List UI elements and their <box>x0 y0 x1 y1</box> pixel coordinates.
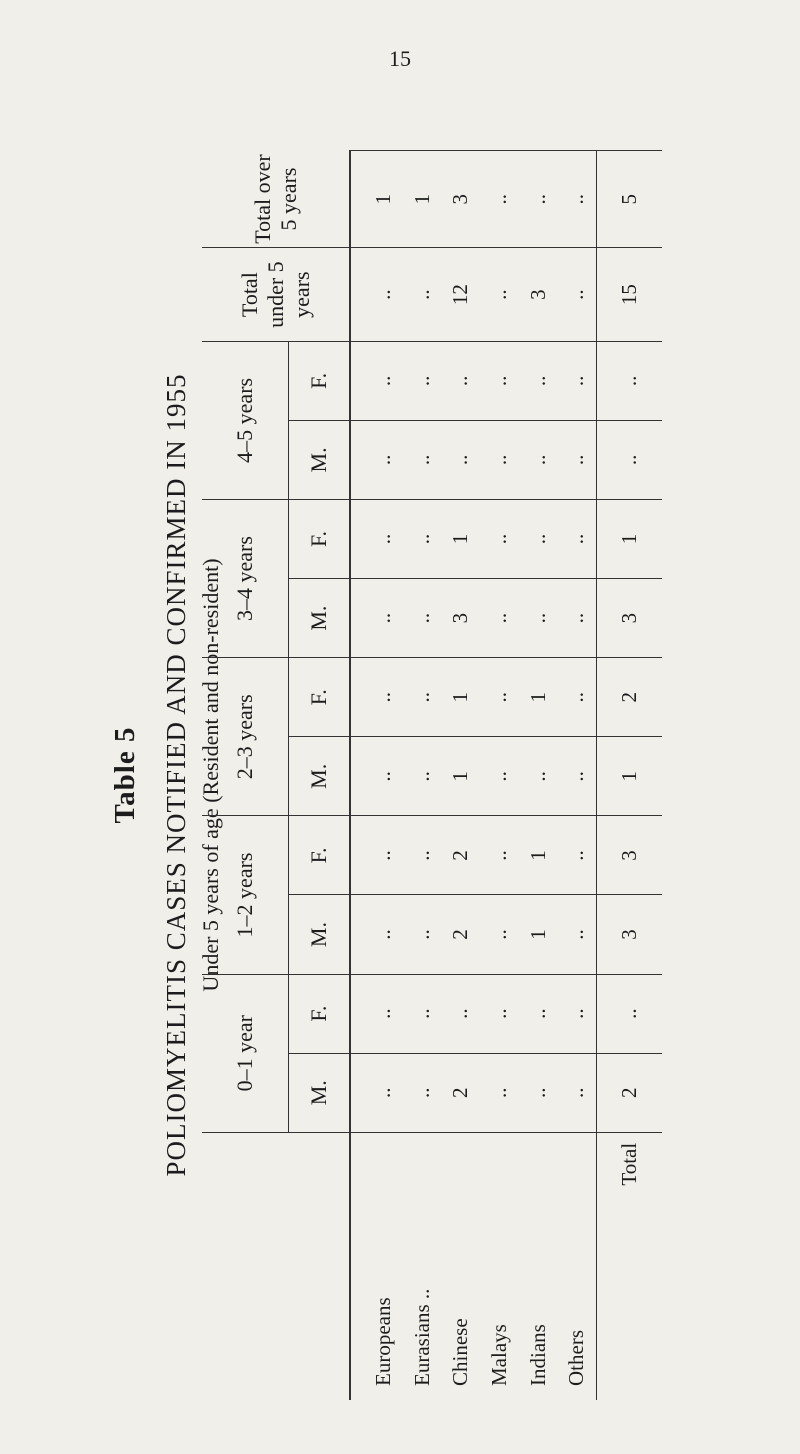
table-row <box>480 151 519 1401</box>
age-group-header: 3–4 years <box>202 499 289 657</box>
age-group-header: 1–2 years <box>202 816 289 974</box>
sex-header-male: M. <box>289 579 351 658</box>
race-header <box>202 1132 350 1400</box>
table-row <box>558 151 597 1401</box>
table-cell: .. <box>519 499 558 578</box>
total-cell: .. <box>597 974 662 1053</box>
table-cell: .. <box>558 151 597 248</box>
table-cell: .. <box>480 816 519 895</box>
race-label: Chinese <box>441 1132 480 1400</box>
table-cell: .. <box>403 341 442 420</box>
table-cell: .. <box>480 499 519 578</box>
table-cell: 3 <box>519 248 558 341</box>
table-cell: .. <box>364 1053 403 1132</box>
table-cell: 3 <box>441 579 480 658</box>
polio-cases-table <box>202 150 662 1400</box>
table-cell: .. <box>364 816 403 895</box>
table-title: POLIOMYELITIS CASES NOTIFIED AND CONFIRMED IN 1955 <box>161 373 191 1177</box>
total-cell: 1 <box>597 499 662 578</box>
race-label: Others <box>558 1132 597 1400</box>
sex-header-female: F. <box>289 974 351 1053</box>
total-cell: .. <box>597 341 662 420</box>
table-cell: .. <box>403 658 442 737</box>
total-row-label: Total <box>597 1132 662 1400</box>
race-label: Malays <box>480 1132 519 1400</box>
total-cell: 15 <box>597 248 662 341</box>
table-row <box>441 151 480 1401</box>
table-cell: .. <box>403 499 442 578</box>
table-cell: .. <box>403 420 442 499</box>
table-cell: .. <box>480 895 519 974</box>
table-cell: .. <box>364 420 403 499</box>
table-cell: 1 <box>364 151 403 248</box>
table-cell: .. <box>441 341 480 420</box>
table-cell: 1 <box>519 658 558 737</box>
total-over-5-header: Total over 5 years <box>202 151 350 248</box>
table-label: Table 5 <box>109 726 141 824</box>
table-cell: .. <box>480 248 519 341</box>
table-cell: .. <box>364 737 403 816</box>
race-label: Indians <box>519 1132 558 1400</box>
table-cell: .. <box>558 1053 597 1132</box>
table-cell: .. <box>364 658 403 737</box>
table-cell: .. <box>403 737 442 816</box>
table-cell: .. <box>364 499 403 578</box>
page-number: 15 <box>389 46 411 71</box>
race-label: Europeans <box>364 1132 403 1400</box>
total-cell: 2 <box>597 1053 662 1132</box>
table-cell: .. <box>558 658 597 737</box>
sex-header-male: M. <box>289 737 351 816</box>
table-cell: .. <box>558 499 597 578</box>
total-cell: 1 <box>597 737 662 816</box>
table-cell: .. <box>558 341 597 420</box>
rotated-table-page <box>70 150 680 1400</box>
sex-header-female: F. <box>289 816 351 895</box>
table-cell: .. <box>558 974 597 1053</box>
total-cell: 2 <box>597 658 662 737</box>
table-cell: 2 <box>441 895 480 974</box>
table-cell: .. <box>558 816 597 895</box>
table-cell: .. <box>403 895 442 974</box>
table-cell: .. <box>403 579 442 658</box>
table-cell: .. <box>480 974 519 1053</box>
table-cell: .. <box>558 248 597 341</box>
table-row <box>519 151 558 1401</box>
table-cell: 2 <box>441 816 480 895</box>
sex-header-female: F. <box>289 499 351 578</box>
age-group-header: 2–3 years <box>202 658 289 816</box>
sex-header-male: M. <box>289 1053 351 1132</box>
total-cell: 3 <box>597 579 662 658</box>
table-cell: 1 <box>441 737 480 816</box>
total-cell: 5 <box>597 151 662 248</box>
spacer-row <box>350 151 364 1401</box>
table-row <box>403 151 442 1401</box>
table-cell: .. <box>364 579 403 658</box>
table-cell: .. <box>519 737 558 816</box>
table-cell: .. <box>558 895 597 974</box>
table-cell: .. <box>480 1053 519 1132</box>
table-cell: .. <box>403 1053 442 1132</box>
total-row <box>597 151 662 1401</box>
table-cell: 3 <box>441 151 480 248</box>
total-cell: .. <box>597 420 662 499</box>
table-cell: .. <box>364 974 403 1053</box>
total-cell: 3 <box>597 895 662 974</box>
table-cell: .. <box>519 1053 558 1132</box>
table-cell: .. <box>519 974 558 1053</box>
table-cell: .. <box>480 341 519 420</box>
table-cell: .. <box>441 974 480 1053</box>
table-cell: .. <box>558 737 597 816</box>
table-subtitle: Under 5 years of age (Resident and non-resident) <box>198 558 223 992</box>
sex-header-male: M. <box>289 895 351 974</box>
table-cell: .. <box>364 248 403 341</box>
table-cell: .. <box>480 737 519 816</box>
table-cell: .. <box>519 341 558 420</box>
sex-header-female: F. <box>289 658 351 737</box>
table-cell: 1 <box>403 151 442 248</box>
table-cell: .. <box>441 420 480 499</box>
table-cell: 12 <box>441 248 480 341</box>
table-cell: .. <box>403 974 442 1053</box>
table-cell: .. <box>558 420 597 499</box>
age-group-header: 0–1 year <box>202 974 289 1132</box>
table-cell: .. <box>403 248 442 341</box>
table-body <box>350 151 662 1401</box>
race-label: Eurasians .. <box>403 1132 442 1400</box>
total-cell: 3 <box>597 816 662 895</box>
table-cell: .. <box>480 420 519 499</box>
table-row <box>364 151 403 1401</box>
table-cell: 1 <box>519 816 558 895</box>
table-cell: .. <box>558 579 597 658</box>
table-cell: .. <box>364 341 403 420</box>
table-cell: .. <box>364 895 403 974</box>
table-cell: .. <box>480 658 519 737</box>
sex-header-male: M. <box>289 420 351 499</box>
table-cell: 1 <box>519 895 558 974</box>
table-cell: .. <box>519 151 558 248</box>
table-cell: 2 <box>441 1053 480 1132</box>
total-under-5-header: Total under 5 years <box>202 248 350 341</box>
age-group-header: 4–5 years <box>202 341 289 499</box>
table-cell: .. <box>403 816 442 895</box>
table-cell: 1 <box>441 658 480 737</box>
table-cell: .. <box>519 579 558 658</box>
sex-header-female: F. <box>289 341 351 420</box>
table-cell: .. <box>519 420 558 499</box>
table-cell: .. <box>480 151 519 248</box>
table-cell: .. <box>480 579 519 658</box>
table-cell: 1 <box>441 499 480 578</box>
